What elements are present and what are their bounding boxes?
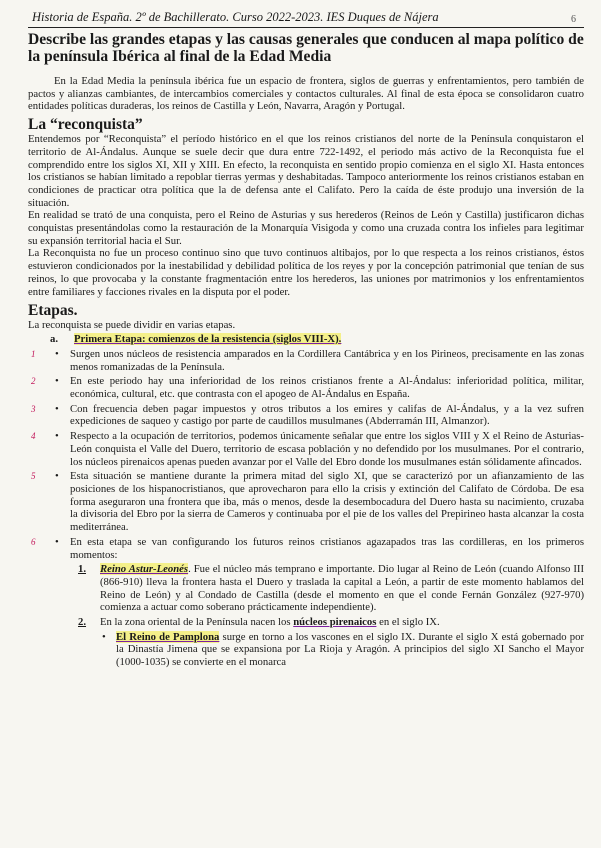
item-title: Reino Astur-Leonés xyxy=(100,563,189,576)
stage-a-label: a. xyxy=(50,332,59,345)
item-title-prefix: En la zona oriental de la Península nacen los xyxy=(100,616,294,629)
list-item xyxy=(28,375,584,400)
document-page xyxy=(28,10,584,669)
list-item xyxy=(28,348,584,373)
item-number: 2. xyxy=(78,616,87,629)
bullet-text: En este periodo hay una inferioridad de los reinos cristianos frente a Al-Ándalus: inferioridad política, militar, económica, cultural, etc. que contrasta con el apogeo de Al-Ándalus en España. xyxy=(70,375,584,401)
bullet-text: Esta situación se mantiene durante la primera mitad del siglo XI, que se caracterizó por un afianzamiento de las posiciones de los hispanocristianos, que aprovecharon para ello la crisis y extinción del Califato de Córdoba. De esa forma aseguraron una frontera que iba, más o menos, desde la desembocadura del Duero hasta su nacimiento, cruzaba la divisoria del Ebro por la sierra de Cameros y continuaba por el pie de los valles del Prepirineo hasta alcanzar la costa mediterránea. xyxy=(70,470,584,534)
sub-bullet-title: El Reino de Pamplona xyxy=(116,630,220,643)
sub-bullet-text: surge en torno a los vascones en el siglo IX. Durante el siglo X está gobernado por la Dinastía Jimena que se expansiona por La Rioja y Aragón. A principios del siglo XI Sancho el Mayor (1000-1035) se convierte en el monarca xyxy=(116,630,584,669)
list-item xyxy=(28,403,584,428)
bullet-icon: • xyxy=(55,430,59,443)
bullet-text: Surgen unos núcleos de resistencia amparados en la Cordillera Cantábrica y en los Pirineos, precisamente en las zonas menos romanizadas de la Península. xyxy=(70,347,584,373)
item-number: 1. xyxy=(78,563,87,576)
reconquista-paragraph-3: La Reconquista no fue un proceso continuo sino que tuvo continuos altibajos, por lo que respecta a los reinos cristianos, éstos estuvieron condicionados por la inestabilidad y debilidad política de los reyes y por la concepción patrimonial que tenían de sus reinos, lo que provocaba y la constante fragmentación entre los herederos, las uniones por matrimonios y los enfrentamientos entre familiares y facciones rivales en la disputa por el poder. xyxy=(28,247,584,298)
bullet-icon: • xyxy=(55,402,59,415)
margin-number: 4 xyxy=(31,431,36,442)
intro-paragraph: En la Edad Media la península ibérica fue un espacio de frontera, siglos de guerras y enfrentamientos, pero también de pactos y alianzas cambiantes, de intercambios comerciales y contactos culturales. Al final de esta época se consolidaron cuatro entidades políticas duraderas, los reinos de Castilla y León, Navarra, Aragón y Portugal. xyxy=(28,75,584,113)
reconquista-paragraph-2: En realidad se trató de una conquista, pero el Reino de Asturias y sus herederos (Reinos de León y Castilla) justificaron dichas conquistas presentándolas como la restauración de la Monarquía Visigoda y como una cruzada contra los infieles para legitimar su expansión territorial hacia el Sur. xyxy=(28,209,584,247)
bullet-icon: • xyxy=(55,347,59,360)
stage-a-heading xyxy=(28,333,584,346)
numbered-item-1 xyxy=(28,563,584,614)
stage-a-title: Primera Etapa: comienzos de la resistencia (siglos VIII-X). xyxy=(74,332,342,345)
item-text: . Fue el núcleo más temprano e importante. Dio lugar al Reino de León (cuando Alfonso III (866-910) lleva la frontera hasta el Duero y traslada la capital a León, a partir de este momento hablamos del Reino de León) y al Condado de Castilla (desde el momento en que el conde Fernán González (927-970) comienza a actuar como soberano prácticamente independiente). xyxy=(100,563,584,614)
bullet-text: Con frecuencia deben pagar impuestos y otros tributos a los emires y califas de Al-Ándalus, y a la vez sufren expediciones de saqueo y castigo por parte de caudillos musulmanes (Abderramán III, Almanzor). xyxy=(70,402,584,428)
header-rule xyxy=(28,27,584,28)
item-title: núcleos pirenaicos xyxy=(293,616,377,629)
margin-number: 3 xyxy=(31,403,36,414)
bullet-text: Respecto a la ocupación de territorios, podemos únicamente señalar que entre los siglos VIII y X el Reino de Asturias-León conquista el Valle del Duero, territorio de escasa población y no defendido por los musulmanes. Por el contrario, los núcleos pirenaicos apenas pueden avanzar por el Valle del Ebro donde los musulmanes están sólidamente afincados. xyxy=(70,430,584,468)
sub-bullet-pamplona xyxy=(28,631,584,669)
reconquista-paragraph-1: Entendemos por “Reconquista” el período histórico en el que los reinos cristianos del norte de la Península conquistaron el territorio de Al-Ándalus. Aunque se suele decir que dura entre 722-1492, el periodo más activo de la Reconquista fue el comprendido entre los siglos XI, XII y XIII. En efecto, la reconquista en sentido propio comienza en el siglo XI. Hasta entonces los cristianos se habían limitado a repoblar tierras yermas y deshabitadas. Tampoco anteriormente los reinos cristianos estaban en condiciones de practicar otra política que la de defensa ante el Califato. Pero la caída de éste produjo una inversión de la situación. xyxy=(28,133,584,209)
item-text: en el siglo IX. xyxy=(376,616,440,629)
bullet-text: En esta etapa se van configurando los futuros reinos cristianos agazapados tras las cordilleras, en los primeros momentos: xyxy=(70,535,584,561)
margin-number: 1 xyxy=(31,348,36,359)
document-title: Describe las grandes etapas y las causas generales que conducen al mapa político de la península Ibérica al final de la Edad Media xyxy=(28,31,584,65)
numbered-item-2 xyxy=(28,616,584,629)
page-number-mark: 6 xyxy=(571,14,576,25)
list-item xyxy=(28,470,584,534)
bullet-icon: • xyxy=(55,470,59,483)
list-item xyxy=(28,430,584,468)
margin-number: 2 xyxy=(31,376,36,387)
etapas-intro: La reconquista se puede dividir en varias etapas. xyxy=(28,319,236,332)
reconquista-heading: La “reconquista” xyxy=(28,116,143,134)
bullet-icon: • xyxy=(55,375,59,388)
page-header xyxy=(28,10,584,25)
margin-number: 5 xyxy=(31,471,36,482)
etapas-heading: Etapas. xyxy=(28,302,78,320)
bullet-icon: • xyxy=(55,535,59,548)
margin-number: 6 xyxy=(31,536,36,547)
bullet-icon: • xyxy=(102,630,106,643)
course-header: Historia de España. 2º de Bachillerato. Curso 2022-2023. IES Duques de Nájera xyxy=(32,10,439,24)
list-item xyxy=(28,536,584,561)
